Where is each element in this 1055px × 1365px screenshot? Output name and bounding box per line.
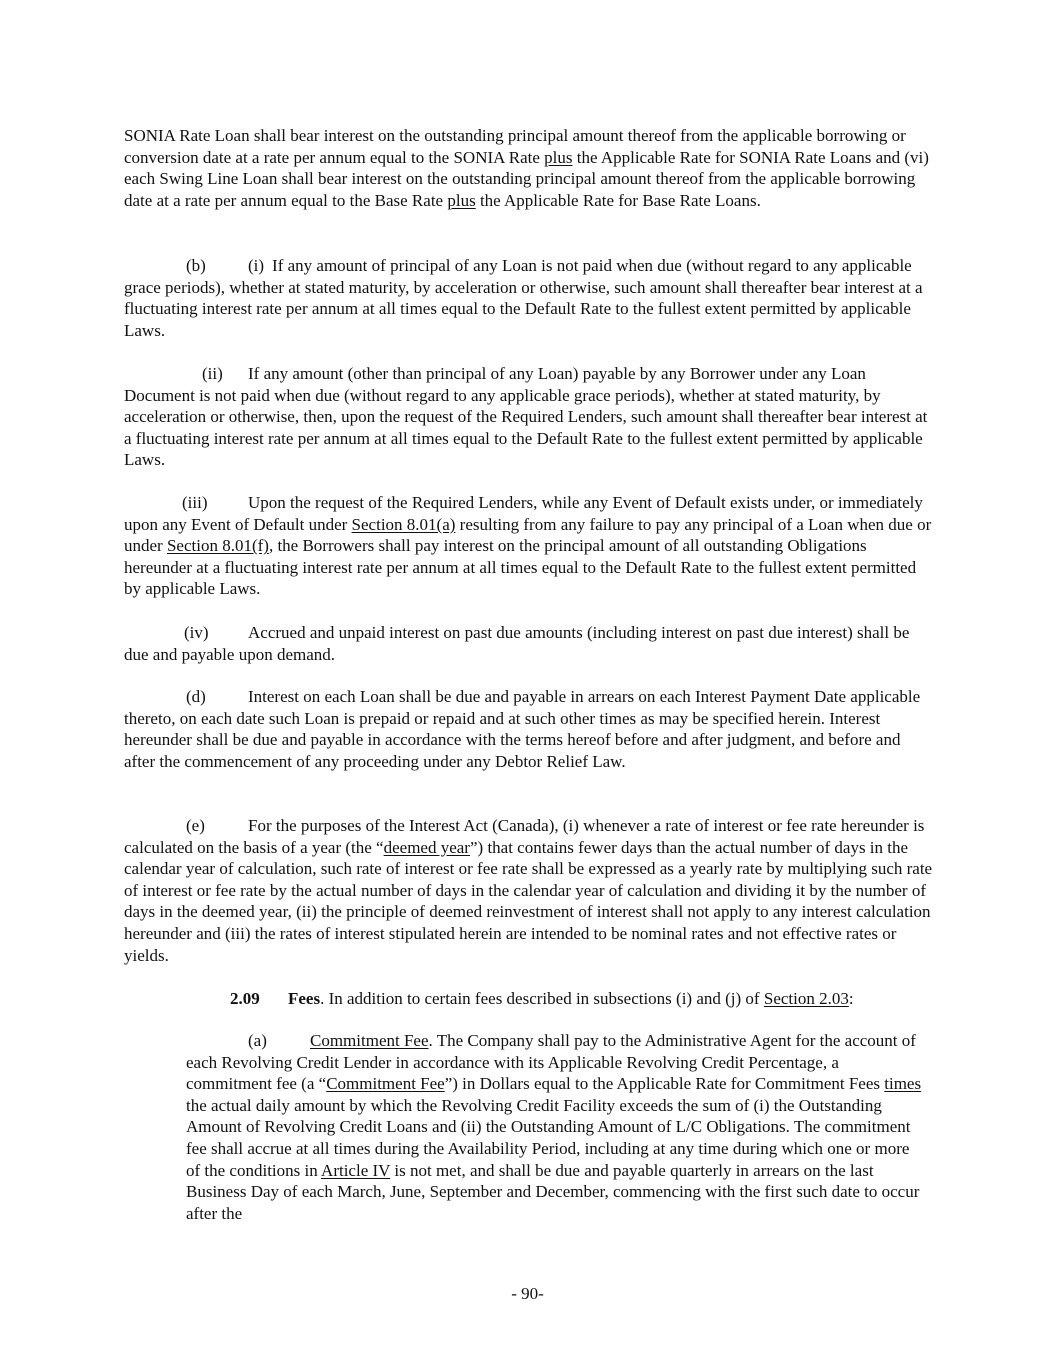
cross-reference[interactable]: Section 8.01(a) xyxy=(351,514,456,534)
paragraph-label: (iii) xyxy=(182,493,208,512)
defined-term: deemed year xyxy=(383,837,470,857)
section-number: 2.09 xyxy=(230,989,260,1008)
emphasis-plus: plus xyxy=(447,190,476,210)
section-2-09-heading: 2.09 Fees. In addition to certain fees described in subsections (i) and (j) of Section 2.03: xyxy=(230,989,854,1008)
emphasis-times: times xyxy=(884,1074,922,1094)
paragraph-label: (ii) xyxy=(202,364,223,383)
paragraph-d: (d) Interest on each Loan shall be due and payable in arrears on each Interest Payment Date applicable thereto, on each date such Loan is prepaid or repaid and at such other times as may be specified herein. Interest hereunder shall be due and payable in accordance with the terms hereof before and after judgment, and before and after the commencement of any proceeding under any Debtor Relief Law. xyxy=(124,687,921,771)
emphasis-plus: plus xyxy=(544,147,573,167)
paragraph-sublabel: (i) xyxy=(248,256,265,275)
paragraph-sonia-continuation: SONIA Rate Loan shall bear interest on the outstanding principal amount thereof from the applicable borrowing or conversion date at a rate per annum equal to the SONIA Rate plus the Applicable Rate for SONIA Rate Loans and (vi) each Swing Line Loan shall bear interest on the outstanding principal amount thereof from the applicable borrowing date at a rate per annum equal to the Base Rate plus the Applicable Rate for Base Rate Loans. xyxy=(124,126,929,210)
paragraph-label: (iv) xyxy=(184,623,209,642)
paragraph-label: (b) xyxy=(186,256,206,275)
section-title: Fees xyxy=(288,989,321,1008)
paragraph-label: (a) xyxy=(248,1031,267,1050)
paragraph-label: (e) xyxy=(186,816,205,835)
page-number: - 90- xyxy=(511,1284,544,1303)
paragraph-a-commitment-fee: (a) Commitment Fee. The Company shall pay to the Administrative Agent for the account of each Revolving Credit Lender in accordance with its Applicable Revolving Credit Percentage, a commitment fee (a “Commitment Fee”) in Dollars equal to the Applicable Rate for Commitment Fees times the actual daily amount by which the Revolving Credit Facility exceeds the sum of (i) the Outstanding Amount of Revolving Credit Loans and (ii) the Outstanding Amount of L/C Obligations. The commitment fee shall accrue at all times during the Availability Period, including at any time during which one or more of the conditions in Article IV is not met, and shall be due and payable quarterly in arrears on the last Business Day of each March, June, September and December, commencing with the first such date to occur after the xyxy=(186,1031,922,1223)
paragraph-label: (d) xyxy=(186,687,206,706)
paragraph-iv: (iv) Accrued and unpaid interest on past due amounts (including interest on past due interest) shall be due and payable upon demand. xyxy=(124,623,910,664)
paragraph-ii: (ii) If any amount (other than principal of any Loan) payable by any Borrower under any Loan Document is not paid when due (without regard to any applicable grace periods), whether at stated maturity, by acceleration or otherwise, then, upon the request of the Required Lenders, such amount shall thereafter bear interest at a fluctuating interest rate per annum at all times equal to the Default Rate to the fullest extent permitted by applicable Laws. xyxy=(124,364,928,470)
defined-term: Commitment Fee xyxy=(326,1074,445,1094)
cross-reference[interactable]: Article IV xyxy=(321,1160,391,1180)
subsection-heading: Commitment Fee xyxy=(310,1031,429,1050)
paragraph-iii: (iii) Upon the request of the Required Lenders, while any Event of Default exists under, or immediately upon any Event of Default under Section 8.01(a) resulting from any failure to pay any principal of a Loan when due or under Section 8.01(f), the Borrowers shall pay interest on the principal amount of all outstanding Obligations hereunder at a fluctuating interest rate per annum at all times equal to the Default Rate to the fullest extent permitted by applicable Laws. xyxy=(124,493,932,599)
paragraph-b-i: (b) (i) If any amount of principal of any Loan is not paid when due (without regard to any applicable grace periods), whether at stated maturity, by acceleration or otherwise, such amount shall thereafter bear interest at a fluctuating interest rate per annum at all times equal to the Default Rate to the fullest extent permitted by applicable Laws. xyxy=(124,256,923,340)
paragraph-e: (e) For the purposes of the Interest Act (Canada), (i) whenever a rate of interest or fee rate hereunder is calculated on the basis of a year (the “deemed year”) that contains fewer days than the actual number of days in the calendar year of calculation, such rate of interest or fee rate shall be expressed as a yearly rate by multiplying such rate of interest or fee rate by the actual number of days in the calendar year of calculation and dividing it by the number of days in the deemed year, (ii) the principle of deemed reinvestment of interest shall not apply to any interest calculation hereunder and (iii) the rates of interest stipulated herein are intended to be nominal rates and not effective rates or yields. xyxy=(124,816,933,965)
cross-reference[interactable]: Section 8.01(f) xyxy=(166,536,269,556)
cross-reference[interactable]: Section 2.03 xyxy=(763,989,849,1008)
